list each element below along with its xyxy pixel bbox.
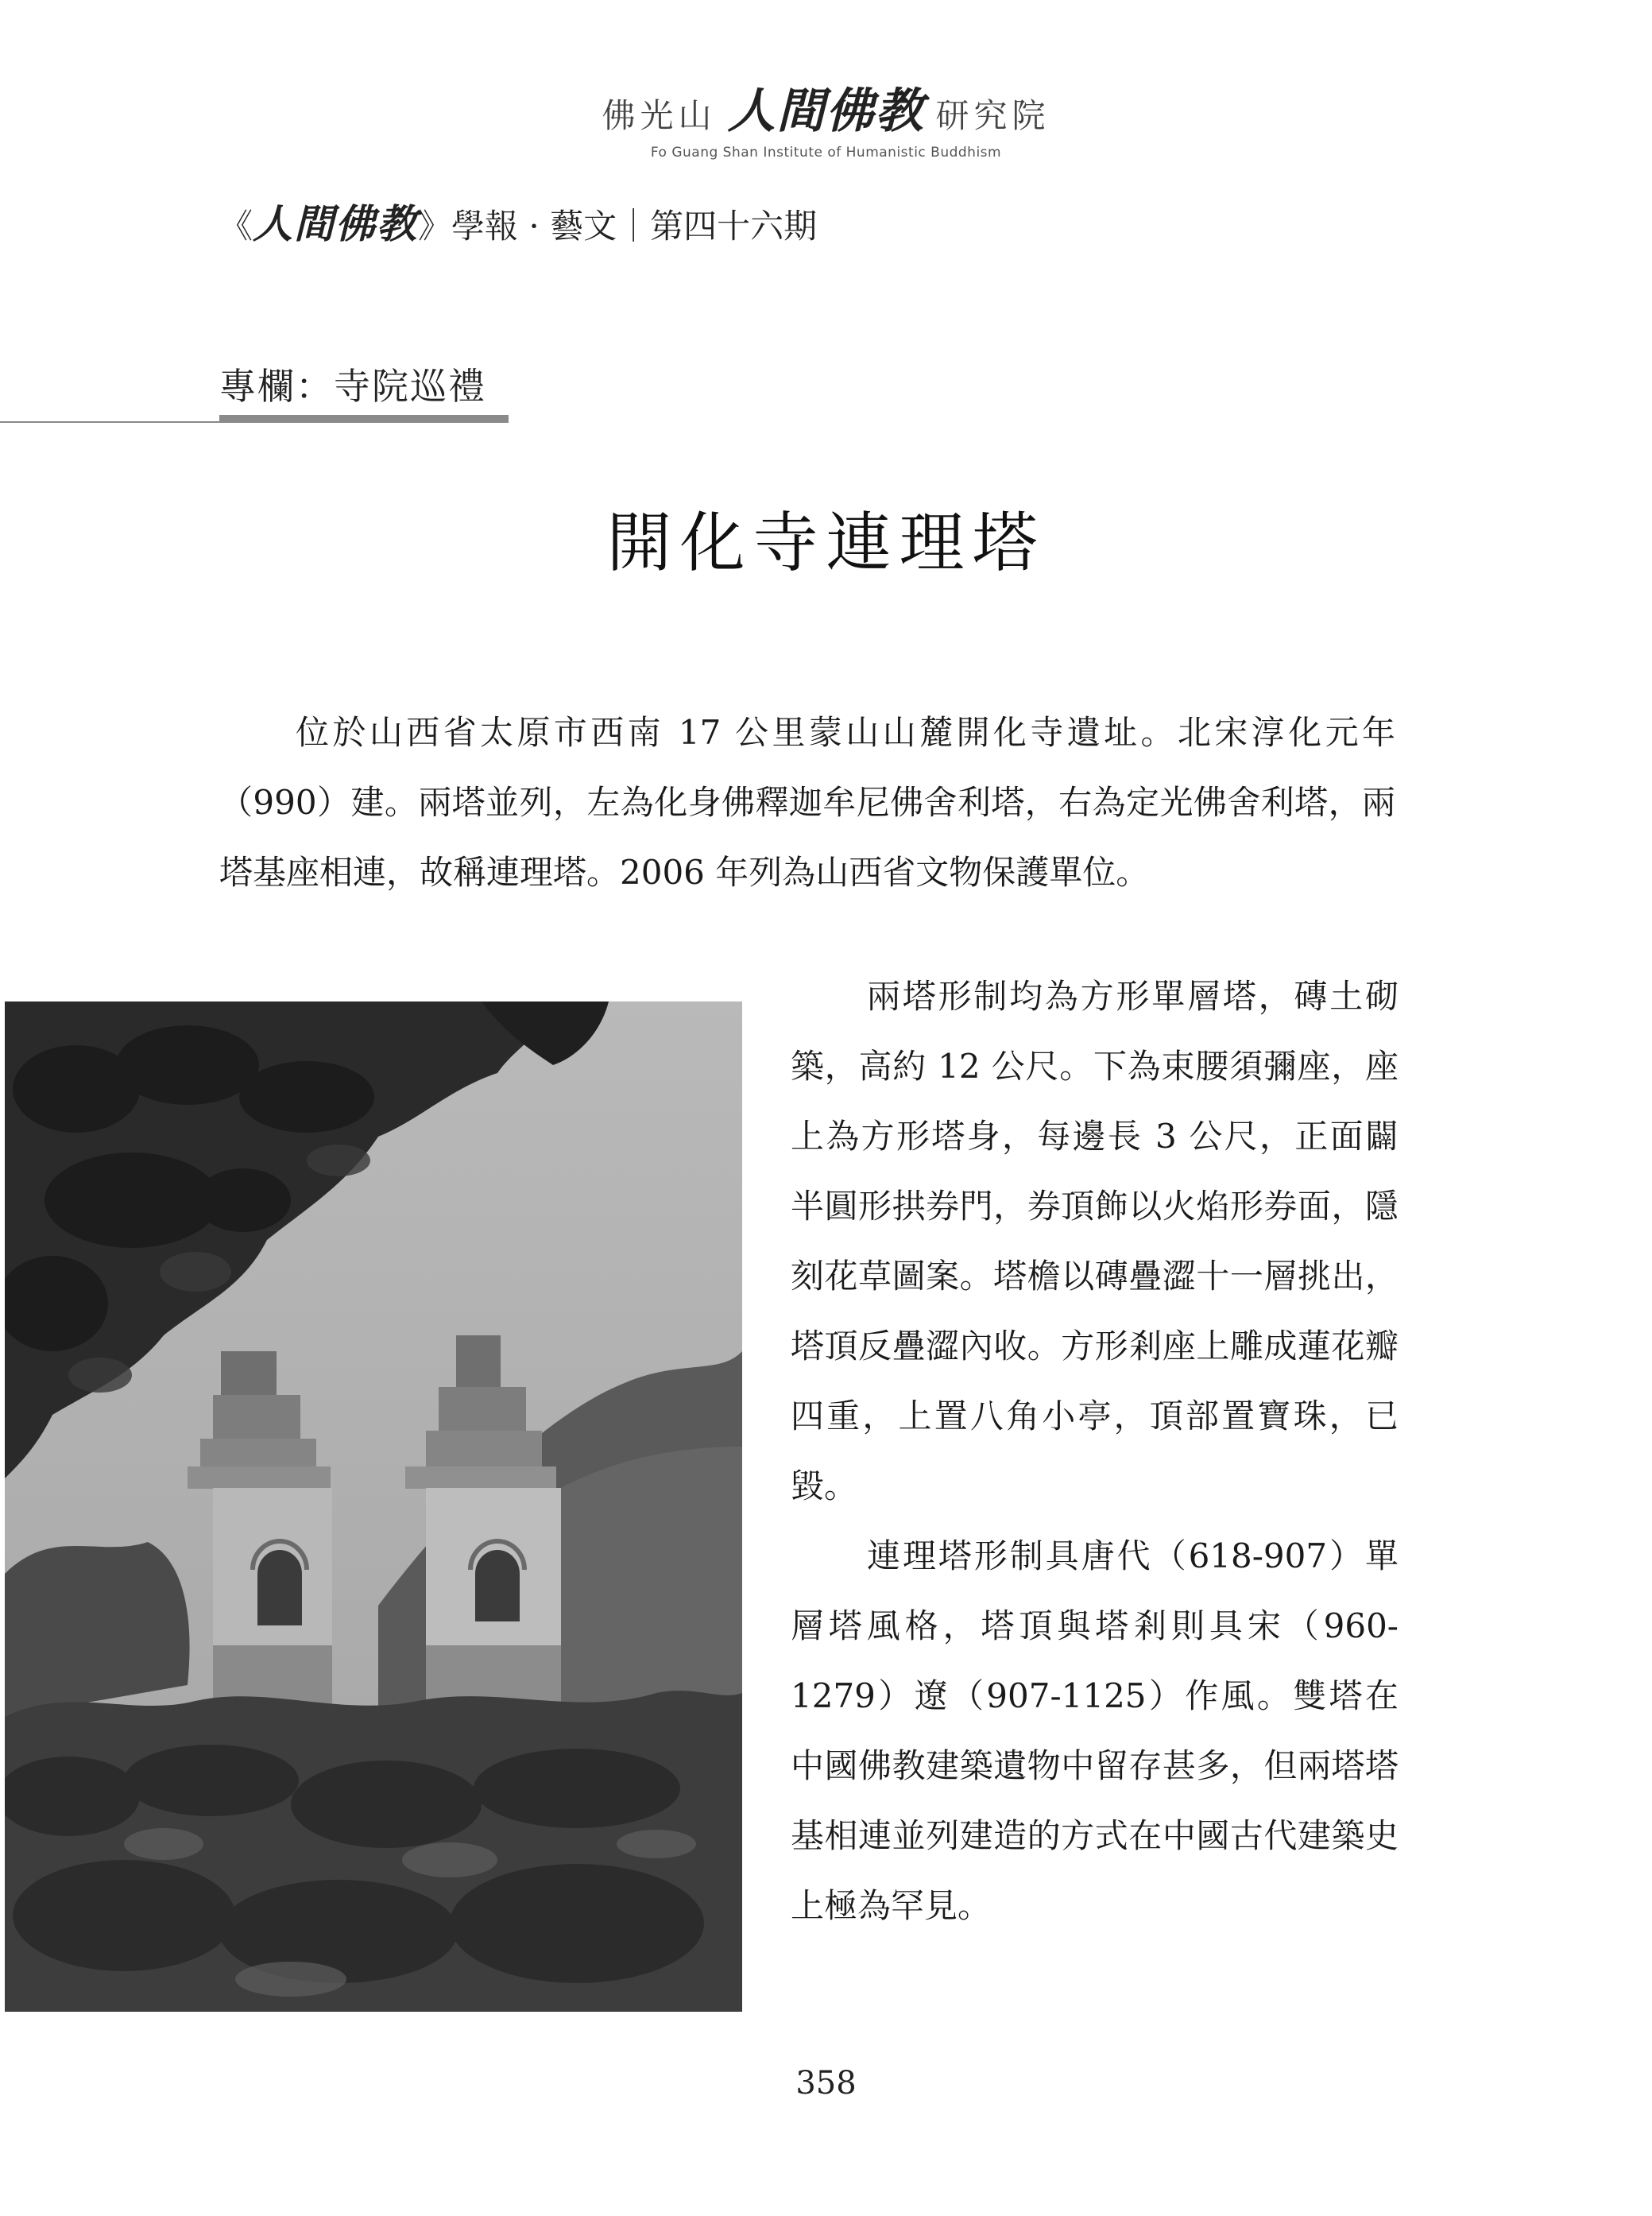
logo-right-text: 研究院 xyxy=(935,96,1050,135)
logo-subtitle: Fo Guang Shan Institute of Humanistic Buddhism xyxy=(650,145,1002,161)
journal-running-head xyxy=(219,192,817,250)
journal-issue: 》學報 · 藝文｜第四十六期 xyxy=(418,207,818,246)
page-number: 358 xyxy=(795,2065,857,2102)
logo-brand-text: 人間佛教 xyxy=(727,83,925,139)
article-paragraph-3: 連理塔形制具唐代（618-907）單層塔風格，塔頂與塔剎則具宋（960-1279）遼（907-1125）作風。雙塔在中國佛教建築遺物中留存甚多，但兩塔塔基相連並列建造的方式在中國古代建築史上極為罕見。 xyxy=(791,1536,1399,1925)
article-paragraph-2: 兩塔形制均為方形單層塔，磚土砌築，高約 12 公尺。下為束腰須彌座，座上為方形塔身，每邊長 3 公尺，正面闢半圓形拱券門，券頂飾以火焰形券面，隱刻花草圖案。塔檐以磚疊澀十一層挑出，塔頂反疊澀內收。方形剎座上雕成蓮花瓣四重，上置八角小亭，頂部置寶珠，已毀。 xyxy=(791,977,1399,1505)
journal-open-bracket: 《 xyxy=(219,207,253,246)
column-rule-accent xyxy=(219,415,509,423)
journal-brand: 人間佛教 xyxy=(253,200,419,247)
article-title: 開化寺連理塔 xyxy=(606,506,1046,581)
institute-logo xyxy=(0,73,1652,161)
article-right-column xyxy=(791,962,1399,1941)
photo-illustration xyxy=(5,1001,742,2012)
column-label: 專欄：寺院巡禮 xyxy=(219,365,486,408)
article-paragraph-1: 位於山西省太原市西南 17 公里蒙山山麓開化寺遺址。北宋淳化元年（990）建。兩塔並列，左為化身佛釋迦牟尼佛舍利塔，右為定光佛舍利塔，兩塔基座相連，故稱連理塔。2006 年列為山西省文物保護單位。 xyxy=(219,713,1395,892)
twin-pagodas-photo xyxy=(5,1001,742,2012)
logo-main-line xyxy=(0,73,1652,141)
logo-left-text: 佛光山 xyxy=(602,96,717,135)
